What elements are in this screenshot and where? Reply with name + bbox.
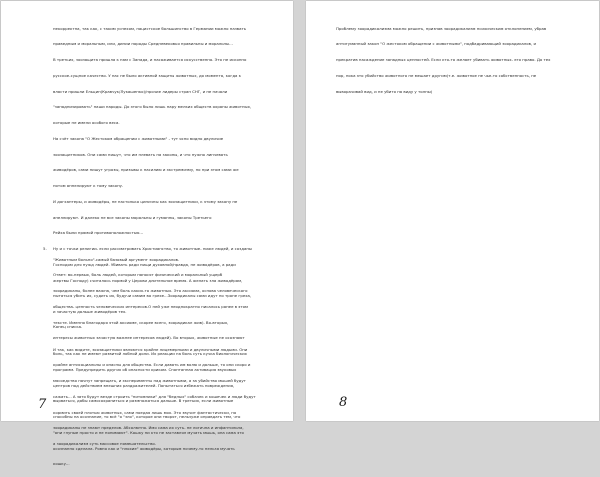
- text-line: власти пришли Ельцин(Кравчук/Лукашенко)/прочие лидеры стран СНГ, и не начали: [53, 88, 228, 94]
- right-paragraph-1: [336, 15, 550, 104]
- left-page: [1, 1, 293, 467]
- text-line: мясоедство начнут запрещать, и эксперименты над животными, а за убийство мышей будут: [53, 378, 246, 383]
- text-line: а зоорадикализм суть массовое помешательство.: [53, 441, 156, 446]
- text-line: апеллируют. И далеко не все законы моральны и гуманны, законы Третьего: [53, 214, 212, 220]
- text-line: И так, как видите, зоозащитники являются крайне лицемерными и двуличными людьми. Они: [53, 346, 248, 352]
- text-line: На счёт закона "О Жестоком обращении с животными" - тут ясно видно двуличие: [53, 135, 224, 141]
- text-line: русское-сущное качество. У нас не было активной защиты животных, до момента, когда к: [53, 72, 242, 78]
- text-line: антигуманный закон "О жестоком обращении с животными", подбадривающий зоорадикалов, и: [336, 41, 536, 47]
- text-line: И догхантеры, и живодёры, не настолько циничны как зоозащитники, к этому закону не: [53, 198, 238, 204]
- text-line: потом аппелируют к тому закону.: [53, 183, 124, 188]
- text-line: кошку...: [53, 461, 70, 467]
- text-line: В третьих, зоозащита пришла к нам с Запада, и насаживается искусственно. Это не исконно: [53, 57, 247, 62]
- text-line: Проблему зоорадикализма можно решить, признав зоорадикализм психическим отклонением, убрав: [336, 25, 547, 31]
- text-line: пор, пока это убийство животного не мешает другим(т.е. животное не чье-то собственность, не: [336, 72, 537, 78]
- text-line: крайне антисоциальны и опасны для общества. Если давать им волю и дальше, то они скоро и: [53, 362, 251, 368]
- text-line: Ответ: во-первых, боль людей, которым наносят физический и моральный ущерб: [53, 272, 223, 278]
- text-line: некорректна, так как, с таким успехом, нацистское большинство в Германии можно назвать: [53, 25, 247, 31]
- text-line: которые не имели особого веса.: [53, 120, 120, 125]
- text-line: "западнизировать" наши народы. До этого было лишь пару мелких обществ охраны животных,: [53, 104, 252, 110]
- text-line: "Животным больно"-самый базовый аргумент зоорадикалов.: [53, 256, 180, 262]
- text-line: праведным и моральным, или, динии породы Средневековья правильны и моральны...: [53, 41, 233, 47]
- text-line: "они глупые просто и не понимают". Кошку ни кто не заставлял мучать мышь, она сама это: [53, 429, 244, 435]
- text-line: зоозащитников. Они сами пишут, что им плевать на законы, и что нужно линчевать: [53, 151, 228, 157]
- text-line: Господом для нужд людей. Убивать ради пищи духовной/правда, не живодёров, а ради: [53, 261, 236, 267]
- text-line: программ. Предупредить других об опасности криком. Спонтанная активация звуковых: [53, 366, 237, 372]
- text-line: центров под действием внешних раздражителей. Попытаться избежать повреждения,: [53, 382, 235, 388]
- text-line: общества- ценность человеческих интересов.О ней уже неоднократно писалось ранее в этом: [53, 303, 248, 309]
- text-line: кормить своей плотью животных, сами поедая лишь мох. Это звучит фантастически, но: [53, 409, 237, 415]
- text-line: жертвы Господу) считалось нормой у Церкви длительное время. А желать зла живодёрам,: [53, 277, 243, 283]
- text-line: вырваться, дабы самосохраниться и размножаться дальше. В третьих, если животные: [53, 398, 234, 404]
- text-line: способны на осознание, то всё "о "зло", которое они творят, нельзуже оправдать тем, что: [53, 414, 241, 419]
- text-line: живодёров, сами пишут угрозы, призывы к насилию и экстремизму, но при этом сами же: [53, 167, 239, 173]
- left-paragraph-3: [53, 336, 256, 457]
- text-line: прекратив насаждение западных ценностей. Если кто-то желает убивать животных- его право. До тех: [336, 57, 551, 62]
- list-number: 5.: [43, 246, 47, 251]
- text-line: интересы животных зачастую важнее интересов людей). Во вторых, животные не осознают: [53, 335, 245, 341]
- page-number: 8: [339, 395, 348, 410]
- right-page: [306, 1, 599, 421]
- page-number: 7: [38, 397, 47, 412]
- text-line: выворачивай вид, и не убито на виду у толпы): [336, 88, 433, 94]
- text-line: зоорадикалы, более важна, чем боль каких-то животных. Это аксиома, основа человеческого: [53, 288, 248, 293]
- text-line: Ну и с точки религии- если рассматривать Христианство, то животные- ниже людей, и созданы: [53, 246, 252, 251]
- text-line: зоорадикалы не знают пределов. Абсолютно. Имо сама их суть- не логична и инфантильна,: [53, 425, 244, 431]
- text-line: тексте. Именно благодаря этой аксиоме, скорее всего, зоорадикал жив). Во-вторых,: [53, 319, 229, 325]
- text-line: боль, так как не имеют развитой лобной доли. Их реакции на боль суть кучка биологических: [53, 351, 247, 356]
- text-line: сажать... А зато будут везде строить "питомники" для "бедных" собачек и кошечек и люди будут: [53, 393, 256, 399]
- text-line: осознанно сделала. Ровно как и "плохие" живодёры, которым почему-то нельзя мучать: [53, 445, 235, 451]
- text-line: пытаться убить их, судить их, будучи самим во грехе...Зоорадикалы сами идут по тропе греха,: [53, 293, 252, 299]
- text-line: и зачастую дальше живодёров тех.: [53, 309, 127, 314]
- text-line: Рейха были прямой противоположностью...: [53, 230, 144, 236]
- text-line: Конец списка.: [53, 323, 83, 329]
